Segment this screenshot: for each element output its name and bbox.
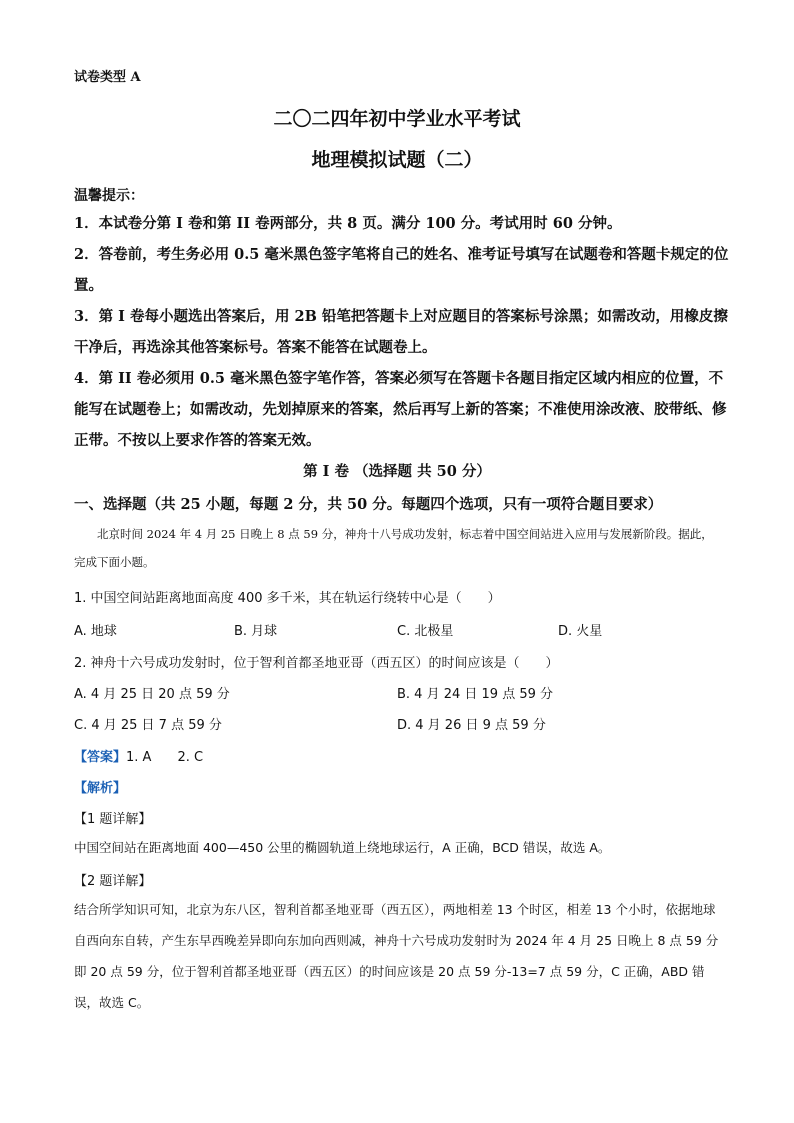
- question-intro: 北京时间 2024 年 4 月 25 日晚上 8 点 59 分，神舟十八号成功发射，标志着中国空间站进入应用与发展新阶段。据此，完成下面小题。: [74, 527, 713, 569]
- q2-detail-text: 结合所学知识可知，北京为东八区，智利首都圣地亚哥（西五区），两地相差 13 个时区，相差 13 个小时，依据地球自西向东自转，产生东早西晚差异即向东加向西则减，神舟十六号成功发射时为 2024 年 4 月 25 日晚上 8 点 59 分即 20 点 59 分，位于智利首都圣地亚哥（西五区）的时间应该是 20 点 59 分-13=7 点 59 分，C 正确，ABD 错误，故选 C。: [74, 902, 719, 1010]
- tips-heading: 温馨提示：: [74, 188, 144, 204]
- answer-text: 1. A 2. C: [126, 750, 204, 765]
- question-1-option-a: A. 地球: [74, 624, 117, 639]
- question-2-option-b: B. 4 月 24 日 19 点 59 分: [397, 687, 554, 702]
- tip-item: 2．答卷前，考生务必用 0.5 毫米黑色签字笔将自己的姓名、准考证号填写在试题卷和答题卡规定的位置。: [74, 246, 729, 294]
- question-1-option-c: C. 北极星: [397, 624, 454, 639]
- q2-detail-label: 【2 题详解】: [74, 874, 152, 889]
- q1-detail-label: 【1 题详解】: [74, 812, 152, 827]
- q1-detail-text: 中国空间站在距离地面 400—450 公里的椭圆轨道上绕地球运行，A 正确，BCD 错误，故选 A。: [74, 840, 611, 855]
- question-2-stem: 2. 神舟十六号成功发射时，位于智利首都圣地亚哥（西五区）的时间应该是（ ）: [74, 656, 559, 671]
- answer-row: [74, 746, 203, 765]
- exam-title: 二〇二四年初中学业水平考试: [273, 108, 521, 130]
- question-2-option-c: C. 4 月 25 日 7 点 59 分: [74, 718, 222, 733]
- question-1-option-d: D. 火星: [558, 624, 603, 639]
- answer-label: 【答案】: [74, 750, 127, 765]
- question-1-stem: 1. 中国空间站距离地面高度 400 多千米，其在轨运行绕转中心是（ ）: [74, 591, 501, 606]
- tip-item: 1．本试卷分第 I 卷和第 II 卷两部分，共 8 页。满分 100 分。考试用时 60 分钟。: [74, 215, 622, 232]
- question-1-option-b: B. 月球: [234, 624, 278, 639]
- question-2-option-a: A. 4 月 25 日 20 点 59 分: [74, 687, 230, 702]
- paper-type-label: 试卷类型 A: [74, 70, 141, 85]
- question-2-option-d: D. 4 月 26 日 9 点 59 分: [397, 718, 546, 733]
- tip-item: 3．第 I 卷每小题选出答案后，用 2B 铅笔把答题卡上对应题目的答案标号涂黑；如需改动，用橡皮擦干净后，再选涂其他答案标号。答案不能答在试题卷上。: [74, 308, 728, 356]
- tip-item: 4．第 II 卷必须用 0.5 毫米黑色签字笔作答，答案必须写在答题卡各题目指定区域内相应的位置，不能写在试题卷上；如需改动，先划掉原来的答案，然后再写上新的答案；不准使用涂改液、胶带纸、修正带。不按以上要求作答的答案无效。: [74, 370, 727, 449]
- analysis-label: 【解析】: [74, 781, 127, 796]
- section-heading: 第 I 卷 （选择题 共 50 分）: [303, 463, 491, 480]
- part-heading: 一、选择题（共 25 小题，每题 2 分，共 50 分。每题四个选项，只有一项符合题目要求）: [74, 496, 663, 513]
- exam-subtitle: 地理模拟试题（二）: [311, 149, 483, 171]
